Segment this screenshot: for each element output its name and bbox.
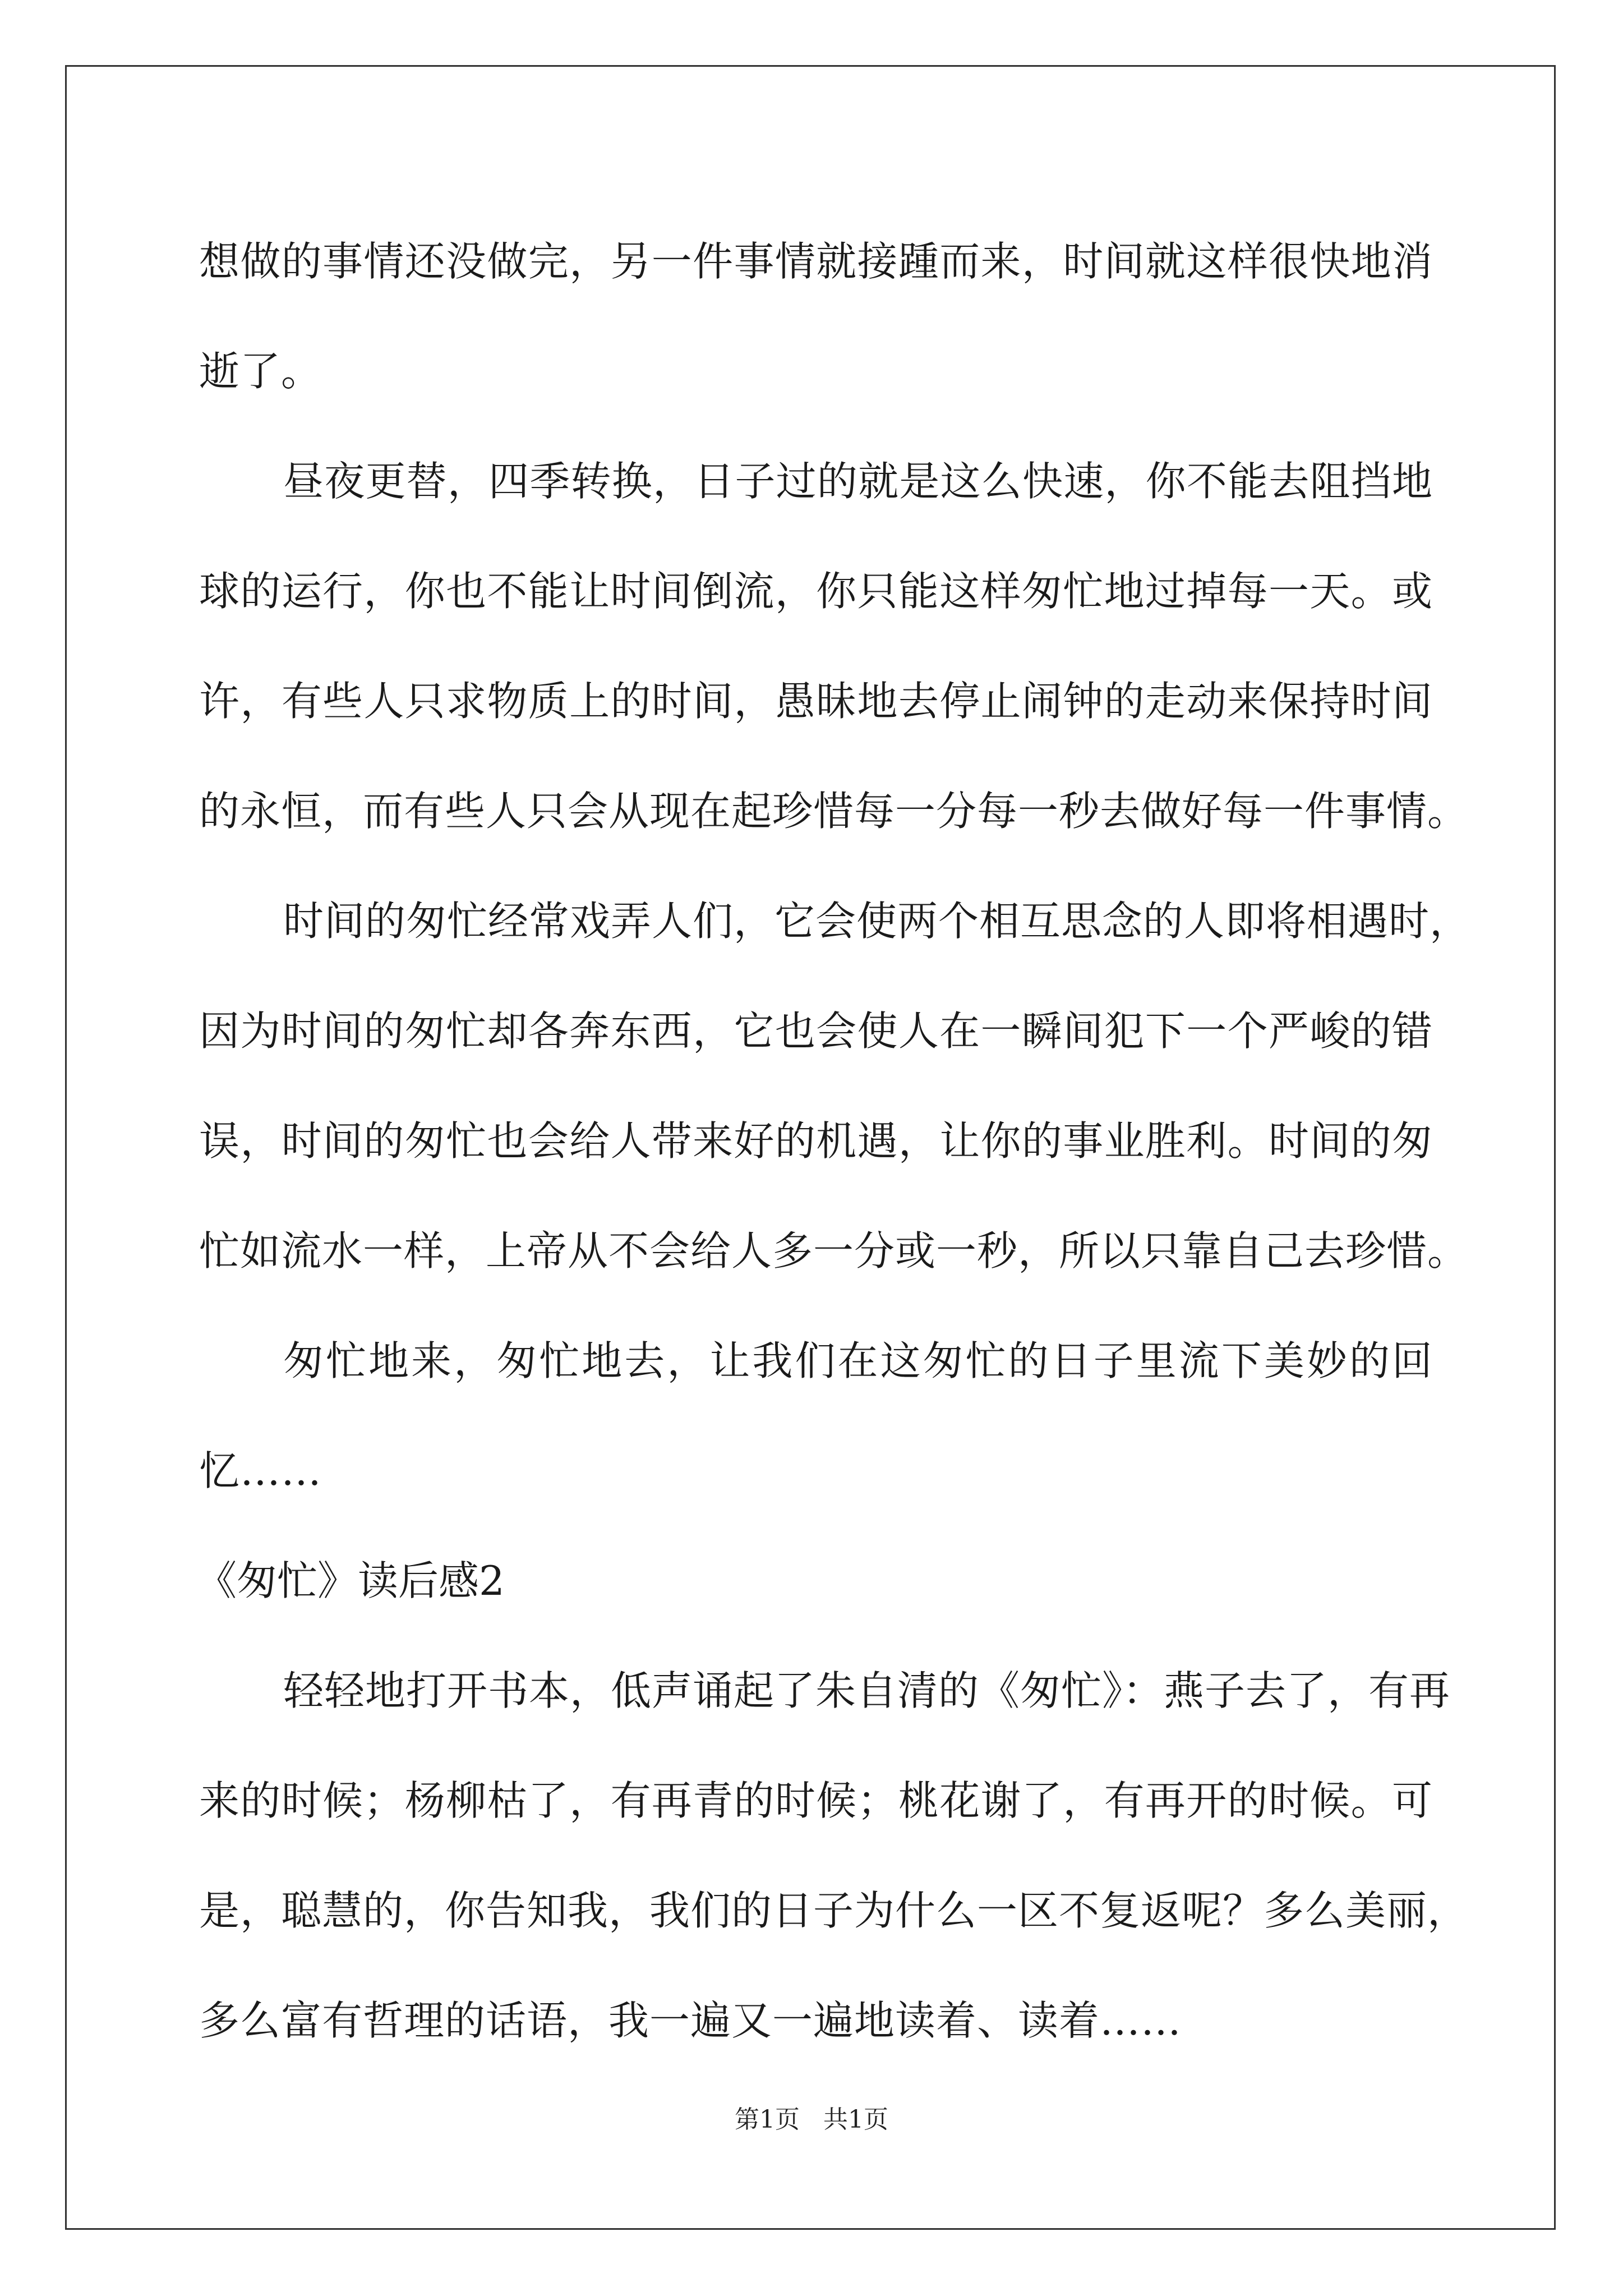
text-line: 逝了。 bbox=[199, 348, 322, 395]
text-line: 匆忙地来，匆忙地去，让我们在这匆忙的日子里流下美妙的回 bbox=[283, 1337, 1433, 1384]
text-line: 许，有些人只求物质上的时间，愚昧地去停止闹钟的走动来保持时间 bbox=[199, 678, 1433, 725]
section-heading: 《匆忙》读后感2 bbox=[196, 1557, 505, 1604]
text-line: 忙如流水一样，上帝从不会给人多一分或一秒，所以只靠自己去珍惜。 bbox=[199, 1227, 1469, 1274]
paragraph-4 bbox=[199, 1306, 1433, 1526]
text-line: 轻轻地打开书本，低声诵起了朱自清的《匆忙》：燕子去了，有再 bbox=[283, 1667, 1451, 1714]
paragraph-2 bbox=[199, 426, 1469, 866]
page-number-footer: 第1页 共1页 bbox=[735, 2105, 888, 2134]
text-line: 来的时候；杨柳枯了，有再青的时候；桃花谢了，有再开的时候。可 bbox=[199, 1777, 1433, 1824]
document-body bbox=[196, 206, 1471, 2076]
text-line: 的永恒，而有些人只会从现在起珍惜每一分每一秒去做好每一件事情。 bbox=[199, 788, 1469, 835]
text-line: 球的运行，你也不能让时间倒流，你只能这样匆忙地过掉每一天。或 bbox=[199, 568, 1433, 615]
paragraph-3 bbox=[199, 866, 1471, 1306]
text-line: 多么富有哲理的话语，我一遍又一遍地读着、读着…… bbox=[199, 1997, 1182, 2044]
text-line: 是，聪慧的，你告知我，我们的日子为什么一区不复返呢？多么美丽， bbox=[199, 1887, 1469, 1934]
paragraph-5 bbox=[199, 1636, 1469, 2076]
text-line: 因为时间的匆忙却各奔东西，它也会使人在一瞬间犯下一个严峻的错 bbox=[199, 1007, 1433, 1055]
text-line: 忆…… bbox=[199, 1447, 322, 1494]
text-line: 昼夜更替，四季转换，日子过的就是这么快速，你不能去阻挡地 bbox=[283, 458, 1433, 505]
text-line: 误，时间的匆忙也会给人带来好的机遇，让你的事业胜利。时间的匆 bbox=[199, 1117, 1433, 1165]
text-line: 想做的事情还没做完，另一件事情就接踵而来，时间就这样很快地消 bbox=[199, 238, 1433, 285]
paragraph-1 bbox=[199, 206, 1433, 426]
text-line: 时间的匆忙经常戏弄人们，它会使两个相互思念的人即将相遇时， bbox=[283, 898, 1471, 945]
